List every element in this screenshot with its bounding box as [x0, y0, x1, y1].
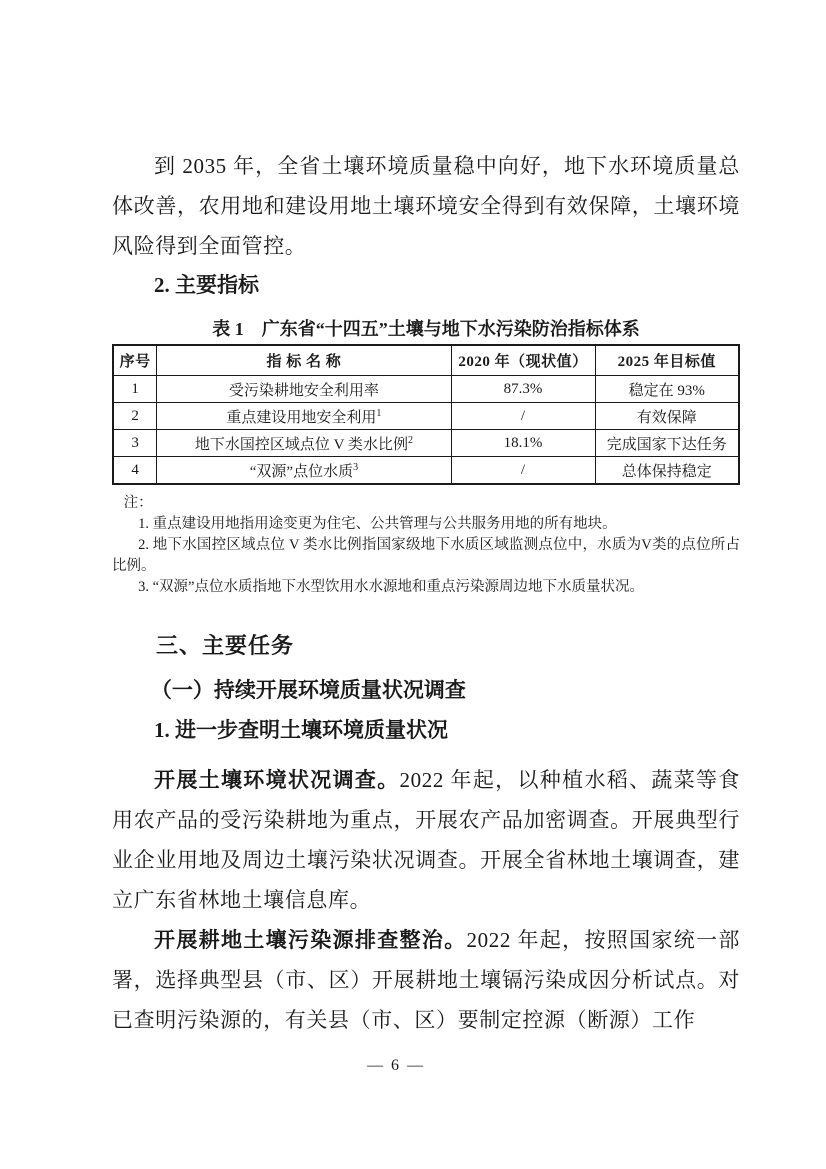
indicators-table — [112, 344, 740, 485]
indicator-name-text: 受污染耕地安全利用率 — [228, 382, 379, 399]
paragraph-lead-bold: 开展耕地土壤污染源排查整治。 — [154, 928, 467, 952]
note-item: 2. 地下水国控区域点位 V 类水比例指国家级地下水质区域监测点位中，水质为V类的点位所占比例。 — [112, 537, 740, 574]
paragraph-soil-survey — [112, 760, 740, 920]
table-notes — [112, 493, 740, 598]
table-row — [113, 430, 739, 457]
page-number: — 6 — — [367, 1057, 425, 1074]
table-row — [113, 403, 739, 430]
indicator-footnote-ref: 1 — [376, 407, 382, 419]
table-row — [113, 376, 739, 403]
cell-2025-target: 完成国家下达任务 — [595, 430, 739, 457]
indicator-name-text: 地下水国控区域点位 V 类水比例 — [194, 436, 408, 453]
cell-2025-target: 总体保持稳定 — [595, 457, 739, 485]
table-row — [113, 457, 739, 485]
paragraph-body-text: 2022 年起，以种植水稻、蔬菜等食用农产品的受污染耕地为重点，开展农产品加密调查。开展典型行业企业用地及周边土壤污染状况调查。开展全省林地土壤调查，建立广东省林地土壤信息库。 — [112, 768, 740, 912]
notes-label: 注： — [123, 495, 153, 511]
col-header-indicator-name: 指 标 名 称 — [157, 345, 451, 376]
note-item: 1. 重点建设用地指用途变更为住宅、公共管理与公共服务用地的所有地块。 — [138, 516, 617, 532]
paragraph-body-text: 2022 年起，按照国家统一部署，选择典型县（市、区）开展耕地土壤镉污染成因分析试点。对已查明污染源的，有关县（市、区）要制定控源（断源）工作 — [112, 928, 741, 1032]
intro-paragraph: 到 2035 年，全省土壤环境质量稳中向好，地下水环境质量总体改善，农用地和建设用地土壤环境安全得到有效保障，土壤环境风险得到全面管控。 — [112, 154, 740, 258]
indicator-footnote-ref: 3 — [353, 461, 359, 473]
heading-main-indicators: 2. 主要指标 — [154, 273, 259, 297]
heading-sub-soil-quality: 1. 进一步查明土壤环境质量状况 — [154, 718, 448, 742]
indicator-footnote-ref: 2 — [407, 434, 413, 446]
table-title: 表 1 广东省“十四五”土壤与地下水污染防治指标体系 — [212, 319, 640, 339]
heading-section-tasks: 三、主要任务 — [156, 633, 295, 658]
note-item: 3. “双源”点位水质指地下水型饮用水水源地和重点污染源周边地下水质量状况。 — [138, 579, 644, 595]
indicator-name-text: 重点建设用地安全利用 — [226, 409, 377, 426]
cell-indicator-name — [157, 430, 451, 457]
cell-2025-target: 稳定在 93% — [595, 376, 739, 403]
cell-no: 3 — [113, 430, 157, 457]
paragraph-pollution-source — [112, 920, 740, 1040]
cell-indicator-name — [157, 376, 451, 403]
table-header-row — [113, 345, 739, 376]
cell-2020-value: 18.1% — [451, 430, 595, 457]
paragraph-lead-bold: 开展土壤环境状况调查。 — [154, 768, 400, 792]
cell-2020-value: / — [451, 403, 595, 430]
cell-indicator-name — [157, 403, 451, 430]
col-header-2020-value: 2020 年（现状值） — [451, 345, 595, 376]
cell-no: 2 — [113, 403, 157, 430]
cell-no: 4 — [113, 457, 157, 485]
indicator-name-text: “双源”点位水质 — [249, 463, 354, 480]
col-header-no: 序号 — [113, 345, 157, 376]
cell-no: 1 — [113, 376, 157, 403]
cell-2025-target: 有效保障 — [595, 403, 739, 430]
cell-2020-value: 87.3% — [451, 376, 595, 403]
col-header-2025-target: 2025 年目标值 — [595, 345, 739, 376]
heading-sub-survey: （一）持续开展环境质量状况调查 — [150, 678, 466, 702]
cell-indicator-name — [157, 457, 451, 485]
cell-2020-value: / — [451, 457, 595, 485]
